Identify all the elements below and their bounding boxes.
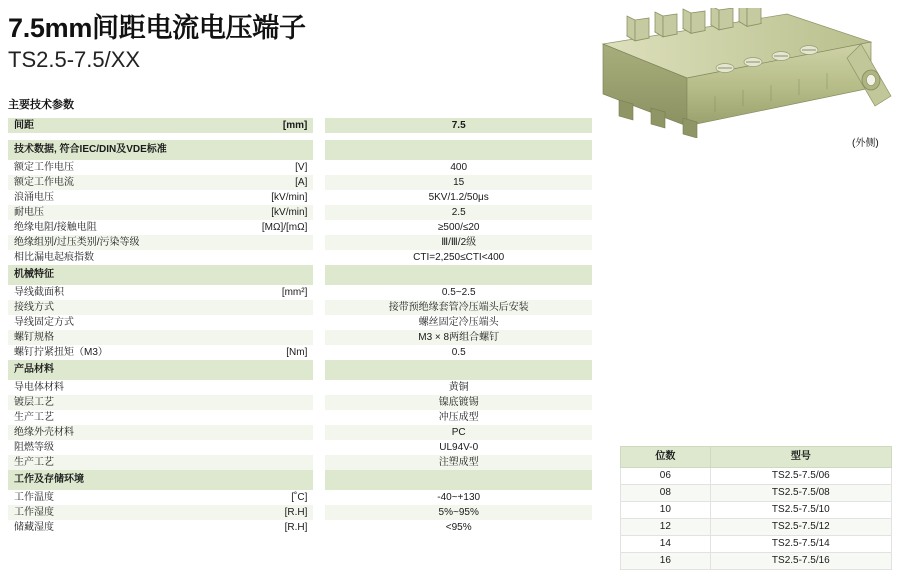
- spec-param-value: 螺丝固定冷压端头: [325, 315, 592, 330]
- spec-row: [8, 410, 592, 425]
- spec-param-value: [325, 140, 592, 160]
- spec-param-value: -40~+130: [325, 490, 592, 505]
- spec-param-unit: [256, 315, 314, 330]
- spec-row: [8, 330, 592, 345]
- table-row: [621, 536, 892, 553]
- spec-param-name: 产品材料: [8, 360, 256, 380]
- spec-row: [8, 205, 592, 220]
- spec-row: [8, 175, 592, 190]
- spec-param-unit: [256, 250, 314, 265]
- spec-param-value: [325, 360, 592, 380]
- model-type-cell: TS2.5-7.5/16: [710, 553, 891, 570]
- spec-column-gap: [313, 175, 325, 190]
- spec-group-row: [8, 360, 592, 380]
- spec-row: [8, 440, 592, 455]
- spec-param-unit: [R.H]: [256, 505, 314, 520]
- model-positions-cell: 16: [621, 553, 711, 570]
- spec-param-value: 2.5: [325, 205, 592, 220]
- spec-param-value: 400: [325, 160, 592, 175]
- spec-spacer-cell: [8, 133, 592, 140]
- spec-param-name: 导线固定方式: [8, 315, 256, 330]
- spec-param-name: 工作及存储环境: [8, 470, 256, 490]
- spec-column-gap: [313, 160, 325, 175]
- spec-param-unit: [256, 410, 314, 425]
- spec-param-name: 螺钉规格: [8, 330, 256, 345]
- spec-param-unit: [256, 360, 314, 380]
- spec-column-gap: [313, 410, 325, 425]
- spec-param-name: 阻燃等级: [8, 440, 256, 455]
- spec-param-name: 螺钉拧紧扭矩（M3）: [8, 345, 256, 360]
- spec-row: [8, 315, 592, 330]
- spec-row: [8, 395, 592, 410]
- spec-column-gap: [313, 360, 325, 380]
- spec-column-gap: [313, 140, 325, 160]
- spec-param-value: CTI=2,250≤CTI<400: [325, 250, 592, 265]
- spec-column-gap: [313, 425, 325, 440]
- spec-param-name: 导电体材料: [8, 380, 256, 395]
- spec-row: [8, 250, 592, 265]
- spec-param-unit: [256, 330, 314, 345]
- spec-param-value: 黄铜: [325, 380, 592, 395]
- spec-param-name: 储藏湿度: [8, 520, 256, 535]
- spec-column-gap: [313, 250, 325, 265]
- model-positions-cell: 12: [621, 519, 711, 536]
- spec-param-value: M3 × 8两组合螺钉: [325, 330, 592, 345]
- spec-column-gap: [313, 520, 325, 535]
- spec-row: [8, 285, 592, 300]
- spec-column-gap: [313, 490, 325, 505]
- spec-column-gap: [313, 345, 325, 360]
- spec-row: [8, 160, 592, 175]
- spec-column-gap: [313, 300, 325, 315]
- spec-row: [8, 345, 592, 360]
- spec-row: [8, 300, 592, 315]
- spec-param-unit: [mm]: [256, 118, 314, 133]
- spec-row: [8, 425, 592, 440]
- spec-param-value: Ⅲ/Ⅲ/2级: [325, 235, 592, 250]
- model-table-header-type: 型号: [710, 447, 891, 468]
- model-positions-cell: 14: [621, 536, 711, 553]
- model-table: [620, 446, 892, 570]
- specification-table: [8, 118, 592, 535]
- spec-param-value: UL94V-0: [325, 440, 592, 455]
- spec-param-unit: [256, 440, 314, 455]
- spec-column-gap: [313, 315, 325, 330]
- spec-column-gap: [313, 190, 325, 205]
- spec-column-gap: [313, 265, 325, 285]
- spec-group-row: [8, 470, 592, 490]
- spec-row: [8, 380, 592, 395]
- spec-param-name: 绝缘电阻/接触电阻: [8, 220, 256, 235]
- spec-param-unit: [kV/min]: [256, 190, 314, 205]
- spec-spacer: [8, 133, 592, 140]
- spec-param-value: 镍底镀锡: [325, 395, 592, 410]
- spec-row: [8, 520, 592, 535]
- model-type-cell: TS2.5-7.5/06: [710, 468, 891, 485]
- spec-param-value: 0.5~2.5: [325, 285, 592, 300]
- spec-param-value: 7.5: [325, 118, 592, 133]
- spec-param-name: 额定工作电压: [8, 160, 256, 175]
- spec-param-unit: [256, 300, 314, 315]
- spec-param-unit: [256, 140, 314, 160]
- photo-caption: (外侧): [852, 138, 879, 149]
- spec-param-unit: [256, 455, 314, 470]
- spec-param-name: 技术数据, 符合IEC/DIN及VDE标准: [8, 140, 256, 160]
- spec-group-row: [8, 118, 592, 133]
- spec-param-unit: [Nm]: [256, 345, 314, 360]
- spec-column-gap: [313, 235, 325, 250]
- spec-param-value: 5KV/1.2/50μs: [325, 190, 592, 205]
- model-positions-cell: 10: [621, 502, 711, 519]
- spec-param-name: 工作湿度: [8, 505, 256, 520]
- spec-param-unit: [MΩ]/[mΩ]: [256, 220, 314, 235]
- spec-param-name: 机械特征: [8, 265, 256, 285]
- terminal-block-photo: [575, 8, 895, 138]
- page-subtitle: TS2.5-7.5/XX: [8, 47, 141, 72]
- spec-param-unit: [256, 470, 314, 490]
- spec-param-unit: [A]: [256, 175, 314, 190]
- table-row: [621, 485, 892, 502]
- model-type-cell: TS2.5-7.5/12: [710, 519, 891, 536]
- spec-param-value: [325, 265, 592, 285]
- spec-param-unit: [mm²]: [256, 285, 314, 300]
- model-type-cell: TS2.5-7.5/08: [710, 485, 891, 502]
- table-row: [621, 519, 892, 536]
- spec-param-unit: [V]: [256, 160, 314, 175]
- spec-row: [8, 455, 592, 470]
- spec-row: [8, 235, 592, 250]
- section-heading: 主要技术参数: [8, 99, 74, 111]
- spec-column-gap: [313, 205, 325, 220]
- spec-param-value: ≥500/≤20: [325, 220, 592, 235]
- spec-param-unit: [256, 395, 314, 410]
- spec-param-value: 0.5: [325, 345, 592, 360]
- spec-param-unit: [256, 235, 314, 250]
- table-row: [621, 553, 892, 570]
- spec-column-gap: [313, 380, 325, 395]
- spec-row: [8, 490, 592, 505]
- spec-param-unit: [kV/min]: [256, 205, 314, 220]
- table-row: [621, 468, 892, 485]
- spec-row: [8, 220, 592, 235]
- table-row: [621, 502, 892, 519]
- spec-group-row: [8, 140, 592, 160]
- model-table-header-positions: 位数: [621, 447, 711, 468]
- spec-param-value: 冲压成型: [325, 410, 592, 425]
- spec-column-gap: [313, 505, 325, 520]
- spec-param-value: PC: [325, 425, 592, 440]
- spec-param-name: 绝缘外壳材料: [8, 425, 256, 440]
- spec-param-name: 导线截面积: [8, 285, 256, 300]
- spec-column-gap: [313, 220, 325, 235]
- model-positions-cell: 06: [621, 468, 711, 485]
- spec-column-gap: [313, 470, 325, 490]
- spec-column-gap: [313, 118, 325, 133]
- spec-param-unit: [256, 265, 314, 285]
- spec-column-gap: [313, 330, 325, 345]
- spec-column-gap: [313, 285, 325, 300]
- model-table-header-row: [621, 447, 892, 468]
- spec-param-value: 15: [325, 175, 592, 190]
- spec-column-gap: [313, 440, 325, 455]
- spec-param-name: 绝缘组别/过压类别/污染等级: [8, 235, 256, 250]
- spec-param-value: <95%: [325, 520, 592, 535]
- spec-param-name: 浪涌电压: [8, 190, 256, 205]
- model-type-cell: TS2.5-7.5/10: [710, 502, 891, 519]
- spec-param-name: 相比漏电起痕指数: [8, 250, 256, 265]
- spec-param-value: 接带预绝缘套管冷压端头后安装: [325, 300, 592, 315]
- spec-param-unit: [˚C]: [256, 490, 314, 505]
- spec-param-value: 注塑成型: [325, 455, 592, 470]
- spec-param-unit: [256, 425, 314, 440]
- spec-row: [8, 190, 592, 205]
- spec-row: [8, 505, 592, 520]
- spec-group-row: [8, 265, 592, 285]
- spec-param-unit: [256, 380, 314, 395]
- spec-param-value: [325, 470, 592, 490]
- spec-param-name: 额定工作电流: [8, 175, 256, 190]
- spec-param-name: 生产工艺: [8, 455, 256, 470]
- spec-param-name: 生产工艺: [8, 410, 256, 425]
- spec-param-unit: [R.H]: [256, 520, 314, 535]
- spec-param-name: 接线方式: [8, 300, 256, 315]
- spec-param-name: 工作温度: [8, 490, 256, 505]
- page-title: 7.5mm间距电流电压端子: [8, 13, 306, 43]
- model-type-cell: TS2.5-7.5/14: [710, 536, 891, 553]
- spec-param-value: 5%~95%: [325, 505, 592, 520]
- spec-param-name: 耐电压: [8, 205, 256, 220]
- spec-column-gap: [313, 395, 325, 410]
- spec-column-gap: [313, 455, 325, 470]
- spec-param-name: 间距: [8, 118, 256, 133]
- spec-param-name: 镀层工艺: [8, 395, 256, 410]
- model-positions-cell: 08: [621, 485, 711, 502]
